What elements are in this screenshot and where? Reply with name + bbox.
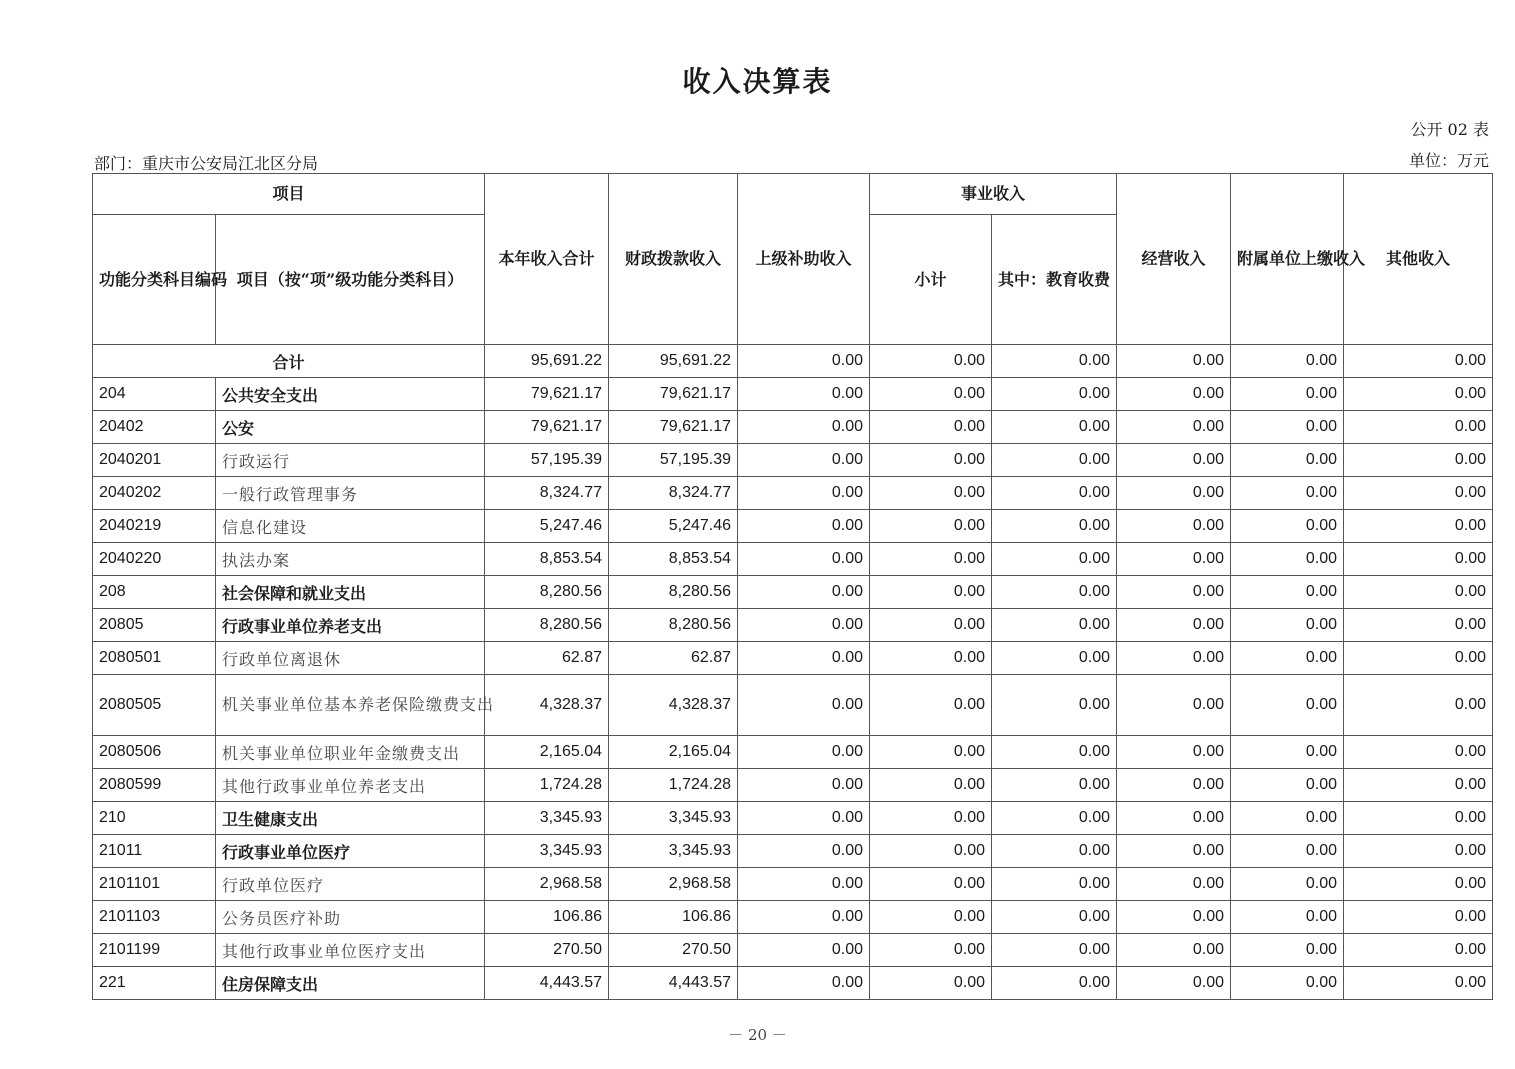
row-name: 公安	[216, 411, 485, 444]
row-code: 2080505	[93, 675, 216, 736]
row-value: 57,195.39	[485, 444, 609, 477]
row-value: 0.00	[1344, 576, 1493, 609]
row-value: 79,621.17	[485, 378, 609, 411]
row-value: 0.00	[1231, 901, 1344, 934]
row-value: 0.00	[738, 642, 870, 675]
row-code: 2040201	[93, 444, 216, 477]
row-value: 2,165.04	[609, 736, 738, 769]
row-value: 4,443.57	[485, 967, 609, 1000]
total-value: 0.00	[1231, 345, 1344, 378]
row-value: 0.00	[870, 411, 992, 444]
row-code: 2101101	[93, 868, 216, 901]
department-label: 部门：重庆市公安局江北区分局	[94, 154, 319, 173]
row-value: 0.00	[870, 477, 992, 510]
row-value: 0.00	[992, 609, 1117, 642]
row-value: 8,280.56	[609, 609, 738, 642]
row-value: 0.00	[1231, 675, 1344, 736]
table-row	[93, 543, 1493, 576]
row-value: 0.00	[1231, 835, 1344, 868]
row-value: 0.00	[1231, 868, 1344, 901]
row-value: 0.00	[870, 378, 992, 411]
header-business: 事业收入	[870, 174, 1117, 215]
table-row	[93, 642, 1493, 675]
row-name: 机关事业单位基本养老保险缴费支出	[216, 675, 485, 736]
row-value: 0.00	[992, 576, 1117, 609]
row-value: 0.00	[1344, 543, 1493, 576]
row-value: 0.00	[870, 967, 992, 1000]
header-operating: 经营收入	[1117, 174, 1231, 345]
row-value: 0.00	[738, 609, 870, 642]
row-value: 8,853.54	[609, 543, 738, 576]
row-code: 2080599	[93, 769, 216, 802]
page-title: 收入决算表	[682, 65, 833, 98]
row-code: 2040202	[93, 477, 216, 510]
page-number: － 20 －	[728, 1026, 787, 1044]
total-row	[93, 345, 1493, 378]
row-code: 2080501	[93, 642, 216, 675]
row-value: 0.00	[992, 642, 1117, 675]
row-value: 79,621.17	[485, 411, 609, 444]
row-value: 0.00	[992, 835, 1117, 868]
row-value: 0.00	[870, 802, 992, 835]
row-value: 0.00	[1344, 802, 1493, 835]
table-row	[93, 901, 1493, 934]
row-value: 0.00	[870, 934, 992, 967]
header-name: 项目（按“项”级功能分类科目）	[216, 215, 485, 345]
row-value: 0.00	[1344, 769, 1493, 802]
row-value: 0.00	[1231, 609, 1344, 642]
row-name: 公共安全支出	[216, 378, 485, 411]
row-value: 8,324.77	[609, 477, 738, 510]
row-value: 0.00	[1344, 609, 1493, 642]
row-code: 210	[93, 802, 216, 835]
table-row	[93, 444, 1493, 477]
row-value: 8,280.56	[485, 609, 609, 642]
row-value: 0.00	[992, 675, 1117, 736]
header-education: 其中：教育收费	[992, 215, 1117, 345]
table-row	[93, 609, 1493, 642]
row-value: 0.00	[1231, 510, 1344, 543]
row-code: 2101199	[93, 934, 216, 967]
row-name: 行政单位离退休	[216, 642, 485, 675]
row-value: 0.00	[1117, 411, 1231, 444]
row-value: 0.00	[738, 444, 870, 477]
row-value: 0.00	[1117, 675, 1231, 736]
row-value: 4,443.57	[609, 967, 738, 1000]
row-value: 0.00	[738, 576, 870, 609]
row-value: 0.00	[1231, 736, 1344, 769]
row-value: 0.00	[870, 675, 992, 736]
row-name: 其他行政事业单位养老支出	[216, 769, 485, 802]
row-name: 信息化建设	[216, 510, 485, 543]
row-code: 204	[93, 378, 216, 411]
total-value: 0.00	[1344, 345, 1493, 378]
total-value: 0.00	[738, 345, 870, 378]
row-value: 0.00	[738, 868, 870, 901]
row-value: 1,724.28	[485, 769, 609, 802]
row-value: 0.00	[738, 543, 870, 576]
header-code: 功能分类科目编码	[93, 215, 216, 345]
row-value: 0.00	[1117, 543, 1231, 576]
total-value: 95,691.22	[485, 345, 609, 378]
table-row	[93, 967, 1493, 1000]
row-value: 62.87	[485, 642, 609, 675]
row-value: 0.00	[992, 444, 1117, 477]
total-value: 0.00	[1117, 345, 1231, 378]
row-value: 0.00	[1344, 967, 1493, 1000]
table-row	[93, 411, 1493, 444]
row-value: 0.00	[870, 444, 992, 477]
row-value: 106.86	[609, 901, 738, 934]
header-subtotal: 小计	[870, 215, 992, 345]
row-value: 0.00	[1231, 769, 1344, 802]
header-superior: 上级补助收入	[738, 174, 870, 345]
row-value: 0.00	[1344, 477, 1493, 510]
row-value: 79,621.17	[609, 411, 738, 444]
row-value: 0.00	[992, 769, 1117, 802]
row-value: 0.00	[1344, 736, 1493, 769]
total-value: 0.00	[992, 345, 1117, 378]
row-value: 0.00	[1231, 576, 1344, 609]
row-value: 270.50	[609, 934, 738, 967]
row-value: 0.00	[870, 769, 992, 802]
row-value: 0.00	[1117, 868, 1231, 901]
row-code: 20805	[93, 609, 216, 642]
row-value: 0.00	[870, 835, 992, 868]
header-other: 其他收入	[1344, 174, 1493, 345]
header-total: 本年收入合计	[485, 174, 609, 345]
row-value: 3,345.93	[485, 835, 609, 868]
table-row	[93, 675, 1493, 736]
row-value: 8,280.56	[485, 576, 609, 609]
row-value: 0.00	[992, 934, 1117, 967]
row-value: 0.00	[1231, 802, 1344, 835]
row-value: 0.00	[870, 901, 992, 934]
row-name: 一般行政管理事务	[216, 477, 485, 510]
row-code: 208	[93, 576, 216, 609]
row-code: 2080506	[93, 736, 216, 769]
row-name: 行政事业单位养老支出	[216, 609, 485, 642]
row-value: 0.00	[992, 736, 1117, 769]
row-value: 0.00	[1231, 967, 1344, 1000]
row-name: 住房保障支出	[216, 967, 485, 1000]
row-value: 4,328.37	[485, 675, 609, 736]
row-value: 0.00	[738, 769, 870, 802]
row-value: 0.00	[738, 477, 870, 510]
row-name: 机关事业单位职业年金缴费支出	[216, 736, 485, 769]
row-value: 106.86	[485, 901, 609, 934]
row-value: 0.00	[1344, 835, 1493, 868]
row-value: 3,345.93	[609, 802, 738, 835]
header-project: 项目	[93, 174, 485, 215]
row-value: 0.00	[1117, 802, 1231, 835]
row-value: 0.00	[1344, 675, 1493, 736]
row-value: 0.00	[1344, 444, 1493, 477]
unit-label: 单位：万元	[1408, 151, 1489, 170]
row-value: 0.00	[992, 411, 1117, 444]
row-value: 2,968.58	[609, 868, 738, 901]
table-row	[93, 802, 1493, 835]
row-value: 0.00	[870, 736, 992, 769]
header-fiscal: 财政拨款收入	[609, 174, 738, 345]
row-value: 0.00	[1231, 378, 1344, 411]
row-value: 0.00	[738, 378, 870, 411]
row-value: 3,345.93	[609, 835, 738, 868]
row-value: 5,247.46	[485, 510, 609, 543]
total-value: 0.00	[870, 345, 992, 378]
row-value: 0.00	[1344, 642, 1493, 675]
row-value: 8,280.56	[609, 576, 738, 609]
row-value: 0.00	[738, 901, 870, 934]
row-value: 0.00	[1117, 736, 1231, 769]
row-value: 0.00	[992, 510, 1117, 543]
row-value: 0.00	[738, 802, 870, 835]
row-value: 0.00	[1117, 769, 1231, 802]
total-value: 95,691.22	[609, 345, 738, 378]
table-number: 公开 02 表	[1410, 120, 1489, 139]
table-row	[93, 736, 1493, 769]
row-value: 270.50	[485, 934, 609, 967]
row-value: 2,165.04	[485, 736, 609, 769]
table-row	[93, 835, 1493, 868]
row-value: 0.00	[870, 609, 992, 642]
row-value: 0.00	[738, 736, 870, 769]
row-name: 卫生健康支出	[216, 802, 485, 835]
row-value: 0.00	[738, 835, 870, 868]
row-value: 5,247.46	[609, 510, 738, 543]
row-value: 0.00	[1344, 510, 1493, 543]
row-value: 0.00	[1117, 835, 1231, 868]
row-value: 0.00	[1117, 378, 1231, 411]
row-value: 0.00	[1231, 642, 1344, 675]
table-row	[93, 769, 1493, 802]
row-value: 1,724.28	[609, 769, 738, 802]
row-name: 社会保障和就业支出	[216, 576, 485, 609]
row-code: 221	[93, 967, 216, 1000]
row-value: 0.00	[1117, 901, 1231, 934]
row-value: 0.00	[1231, 411, 1344, 444]
row-value: 0.00	[1344, 868, 1493, 901]
row-value: 0.00	[1117, 642, 1231, 675]
row-value: 0.00	[1344, 411, 1493, 444]
row-code: 2101103	[93, 901, 216, 934]
row-value: 0.00	[1231, 543, 1344, 576]
row-value: 0.00	[1344, 934, 1493, 967]
row-value: 0.00	[738, 967, 870, 1000]
row-value: 79,621.17	[609, 378, 738, 411]
row-value: 0.00	[1117, 934, 1231, 967]
row-name: 执法办案	[216, 543, 485, 576]
row-value: 0.00	[1117, 477, 1231, 510]
row-value: 0.00	[870, 868, 992, 901]
row-value: 0.00	[1344, 901, 1493, 934]
row-value: 0.00	[992, 543, 1117, 576]
row-value: 0.00	[992, 378, 1117, 411]
row-value: 4,328.37	[609, 675, 738, 736]
row-value: 0.00	[870, 642, 992, 675]
row-value: 0.00	[870, 576, 992, 609]
row-value: 0.00	[738, 510, 870, 543]
row-name: 行政运行	[216, 444, 485, 477]
row-code: 2040220	[93, 543, 216, 576]
row-name: 行政事业单位医疗	[216, 835, 485, 868]
row-value: 0.00	[1117, 444, 1231, 477]
row-value: 57,195.39	[609, 444, 738, 477]
row-code: 21011	[93, 835, 216, 868]
row-value: 0.00	[1117, 510, 1231, 543]
header-affiliated: 附属单位上缴收入	[1231, 174, 1344, 345]
row-value: 0.00	[1344, 378, 1493, 411]
row-value: 8,324.77	[485, 477, 609, 510]
row-value: 0.00	[738, 411, 870, 444]
table-row	[93, 934, 1493, 967]
row-code: 2040219	[93, 510, 216, 543]
row-value: 0.00	[992, 477, 1117, 510]
row-code: 20402	[93, 411, 216, 444]
row-value: 0.00	[738, 675, 870, 736]
table-row	[93, 510, 1493, 543]
row-value: 0.00	[992, 868, 1117, 901]
row-name: 其他行政事业单位医疗支出	[216, 934, 485, 967]
row-value: 0.00	[870, 543, 992, 576]
table-row	[93, 378, 1493, 411]
row-value: 0.00	[992, 901, 1117, 934]
row-value: 0.00	[992, 802, 1117, 835]
row-value: 0.00	[1231, 934, 1344, 967]
table-row	[93, 868, 1493, 901]
row-value: 0.00	[992, 967, 1117, 1000]
row-value: 2,968.58	[485, 868, 609, 901]
row-value: 0.00	[870, 510, 992, 543]
total-label: 合计	[93, 345, 485, 378]
income-table	[92, 173, 1493, 1000]
row-name: 公务员医疗补助	[216, 901, 485, 934]
row-value: 0.00	[1231, 477, 1344, 510]
row-value: 62.87	[609, 642, 738, 675]
table-row	[93, 477, 1493, 510]
row-value: 0.00	[1117, 609, 1231, 642]
row-value: 0.00	[1231, 444, 1344, 477]
row-value: 0.00	[1117, 576, 1231, 609]
row-value: 0.00	[1117, 967, 1231, 1000]
row-name: 行政单位医疗	[216, 868, 485, 901]
row-value: 3,345.93	[485, 802, 609, 835]
row-value: 0.00	[738, 934, 870, 967]
row-value: 8,853.54	[485, 543, 609, 576]
table-row	[93, 576, 1493, 609]
